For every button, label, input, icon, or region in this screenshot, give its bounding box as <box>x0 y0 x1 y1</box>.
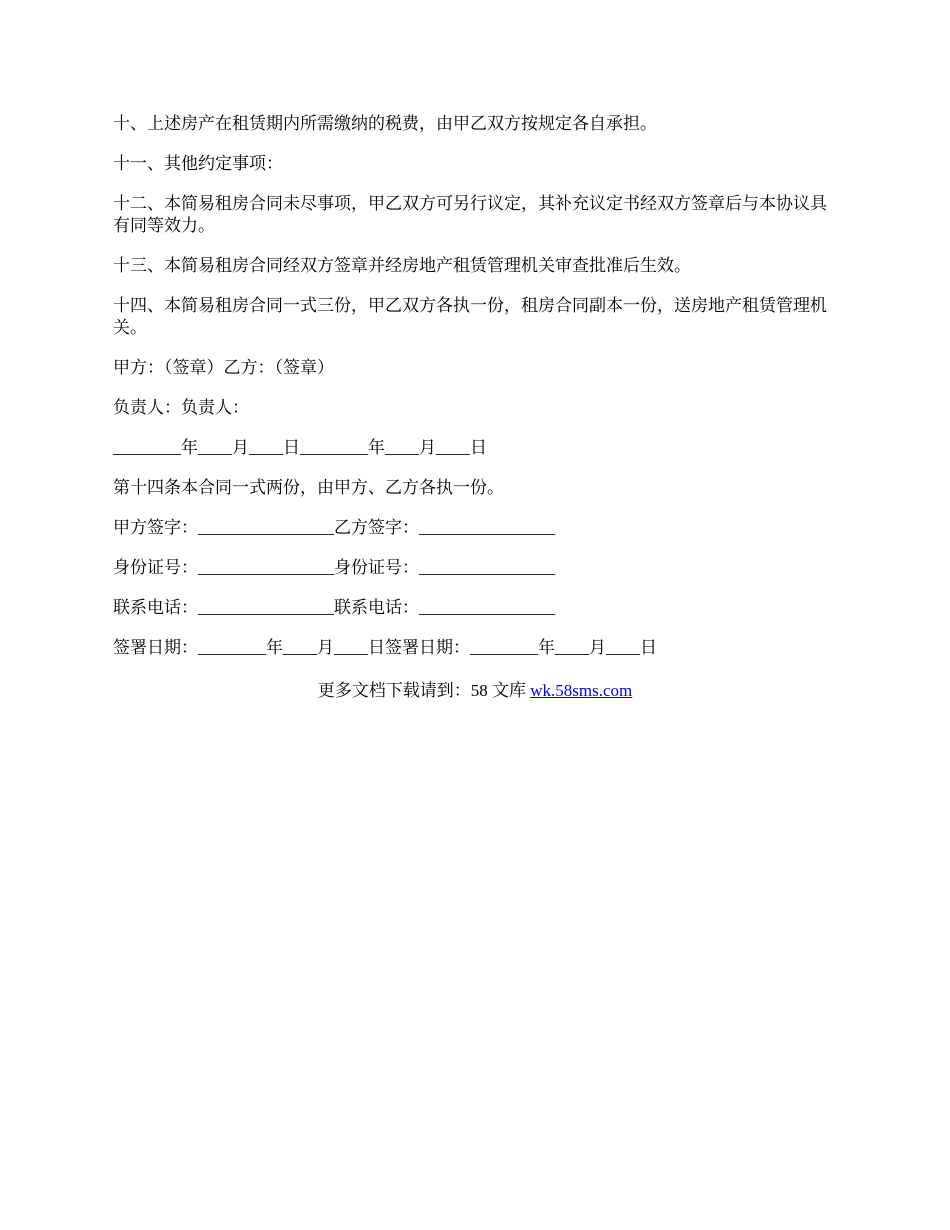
footer-text: 更多文档下载请到：58 文库 <box>317 681 531 700</box>
article-14-copies: 第十四条本合同一式两份，由甲方、乙方各执一份。 <box>113 478 504 497</box>
phone-line: 联系电话：________________联系电话：________________ <box>113 598 555 617</box>
clause-12-supplement: 十二、本简易租房合同未尽事项，甲乙双方可另行议定，其补充议定书经双方签章后与本协议具有同等效力。 <box>113 194 827 235</box>
download-footer <box>0 680 950 702</box>
signing-date-line: 签署日期：________年____月____日签署日期：________年____月____日 <box>113 638 657 657</box>
id-number-line: 身份证号：________________身份证号：________________ <box>113 558 555 577</box>
clause-11-other-terms: 十一、其他约定事项： <box>113 154 283 173</box>
clause-14-copies: 十四、本简易租房合同一式三份，甲乙双方各执一份，租房合同副本一份，送房地产租赁管理机关。 <box>113 296 827 337</box>
responsible-person-line: 负责人：负责人： <box>113 398 249 417</box>
party-seal-line: 甲方：（签章）乙方：（签章） <box>113 358 334 377</box>
clause-10-taxes: 十、上述房产在租赁期内所需缴纳的税费，由甲乙双方按规定各自承担。 <box>113 114 657 133</box>
date-blank-line: ________年____月____日________年____月____日 <box>113 438 487 457</box>
document-body <box>113 113 840 677</box>
footer-link[interactable]: wk.58sms.com <box>530 681 633 700</box>
signature-line: 甲方签字：________________乙方签字：________________ <box>113 518 555 537</box>
clause-13-effective: 十三、本简易租房合同经双方签章并经房地产租赁管理机关审查批准后生效。 <box>113 256 691 275</box>
